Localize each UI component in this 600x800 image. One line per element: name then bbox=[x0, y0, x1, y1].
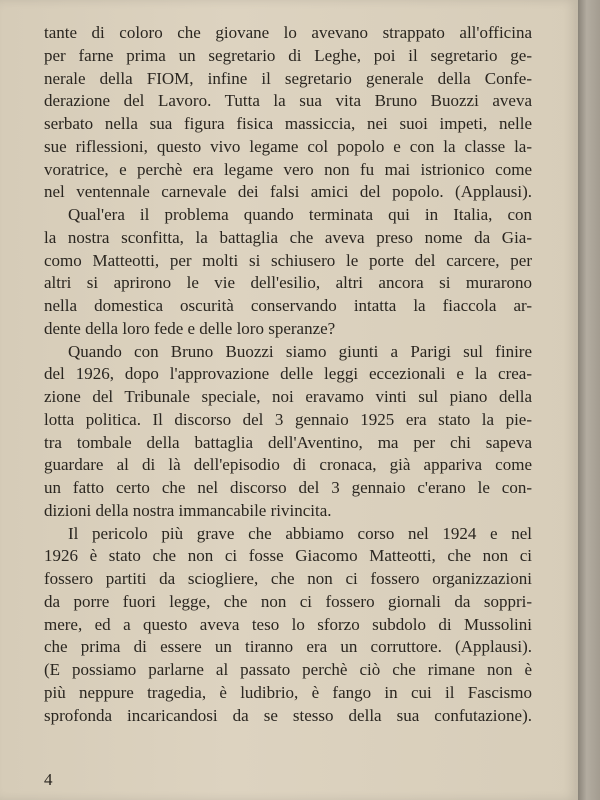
text-line: fossero partiti da sciogliere, che non ci fossero organizzazioni bbox=[44, 569, 532, 588]
text-line: mere, ed a questo aveva teso lo sforzo subdolo di Mussolini bbox=[44, 614, 532, 634]
text-line: dente della loro fede e delle loro speranze? bbox=[44, 318, 336, 338]
text-line: nel ventennale carnevale dei falsi amici del popolo. (Applausi). bbox=[44, 182, 532, 202]
text-line: zione del Tribunale speciale, noi eravamo vinti sul piano della bbox=[44, 387, 532, 406]
text-line: più neppure tragedia, è ludibrio, è fango in cui il Fascismo bbox=[44, 682, 532, 702]
text-line: derazione del Lavoro. Tutta la sua vita Bruno Buozzi aveva bbox=[44, 91, 532, 111]
text-line: tante di coloro che giovane lo avevano strappato all'officina bbox=[44, 23, 532, 42]
text-line: (E possiamo parlarne al passato perchè ciò che rimane non è bbox=[44, 660, 532, 679]
paragraph-2 bbox=[44, 204, 532, 341]
text-line: che prima di essere un tiranno era un corruttore. (Applausi). bbox=[44, 637, 532, 657]
paragraph-4 bbox=[44, 523, 532, 728]
text-line: guardare al di là dell'episodio di cronaca, già appariva come bbox=[44, 455, 532, 475]
text-line: voratrice, e perchè era legame vero non fu mai istrionico come bbox=[44, 159, 532, 179]
page-number: 4 bbox=[44, 770, 53, 789]
text-line: dizioni della nostra immancabile rivincita. bbox=[44, 500, 332, 520]
text-line: la nostra sconfitta, la battaglia che aveva preso nome da Gia- bbox=[44, 227, 532, 247]
body-text bbox=[44, 22, 532, 727]
text-line: Quando con Bruno Buozzi siamo giunti a Parigi sul finire bbox=[68, 341, 532, 361]
text-line: per farne prima un segretario di Leghe, poi il segretario ge- bbox=[44, 45, 532, 65]
text-line: tra tombale della battaglia dell'Aventino, ma per chi sapeva bbox=[44, 432, 532, 452]
text-line: del 1926, dopo l'approvazione delle leggi eccezionali e la crea- bbox=[44, 364, 532, 384]
text-line: lotta politica. Il discorso del 3 gennaio 1925 era stato la pie- bbox=[44, 409, 532, 429]
text-line: nella domestica oscurità conservando intatta la fiaccola ar- bbox=[44, 296, 532, 315]
paragraph-1 bbox=[44, 22, 532, 204]
text-line: Il pericolo più grave che abbiamo corso nel 1924 e nel bbox=[68, 523, 532, 543]
text-line: da porre fuori legge, che non ci fossero giornali da soppri- bbox=[44, 591, 532, 611]
text-line: sue riflessioni, questo vivo legame col popolo e con la classe la- bbox=[44, 136, 532, 156]
text-line: nerale della FIOM, infine il segretario generale della Confe- bbox=[44, 68, 532, 88]
text-line: serbato nella sua figura fisica massiccia, nei suoi impeti, nelle bbox=[44, 114, 532, 133]
page-edge bbox=[578, 0, 600, 800]
text-line: Qual'era il problema quando terminata qui in Italia, con bbox=[68, 205, 532, 224]
text-line: altri si aprirono le vie dell'esilio, altri ancora si murarono bbox=[44, 273, 532, 293]
text-line: 1926 è stato che non ci fosse Giacomo Matteotti, che non ci bbox=[44, 546, 532, 566]
text-line: sprofonda incaricandosi da se stesso della sua confutazione). bbox=[44, 705, 532, 725]
paragraph-3 bbox=[44, 341, 532, 523]
text-line: como Matteotti, per molti si schiusero le porte del carcere, per bbox=[44, 250, 532, 270]
text-line: un fatto certo che nel discorso del 3 gennaio c'erano le con- bbox=[44, 478, 532, 497]
